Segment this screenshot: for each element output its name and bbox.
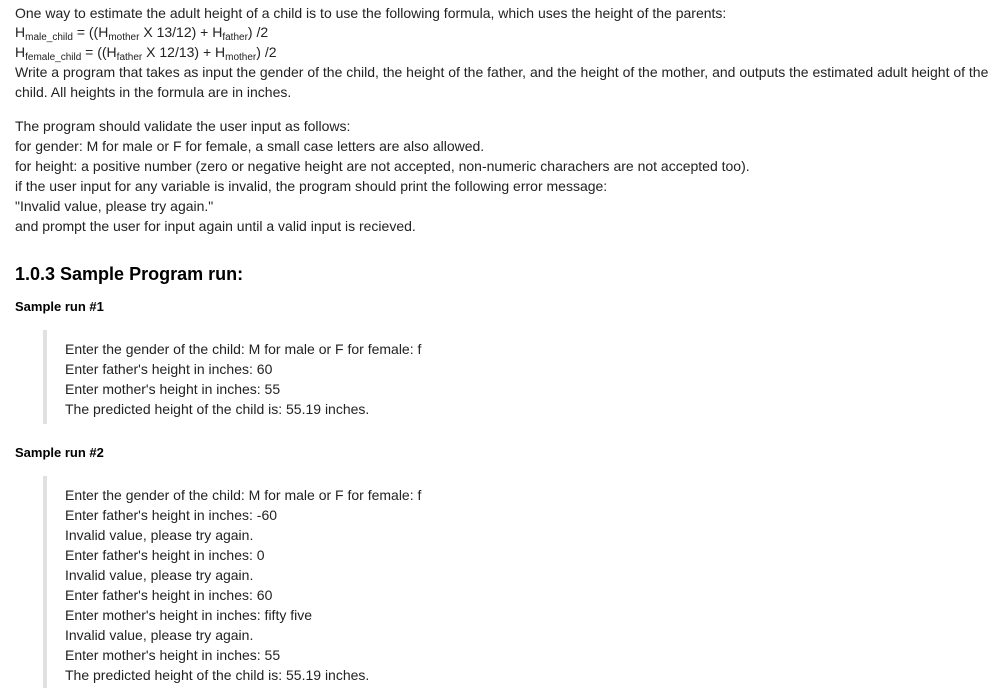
output-line: Enter mother's height in inches: 55 — [65, 647, 281, 663]
blockquote-bar — [43, 330, 47, 424]
blockquote-bar — [43, 476, 47, 688]
formula-female-text-3: ) /2 — [256, 44, 277, 60]
output-line: Enter mother's height in inches: fifty five — [65, 607, 313, 623]
formula-female-subscript-2: father — [116, 52, 143, 63]
output-line: Enter the gender of the child: M for male or F for female: f — [65, 487, 422, 503]
formula-female-text-2: X 12/13) + H — [142, 44, 226, 60]
intro-text: One way to estimate the adult height of a child is to use the following formula, which uses the height of the parents: — [15, 5, 727, 21]
paragraph-line: Write a program that takes as input the gender of the child, the height of the father, and the height of the mother, and outputs the estimated adult height of the — [15, 64, 989, 80]
paragraph-line: child. All heights in the formula are in inches. — [15, 84, 292, 100]
output-line: Enter the gender of the child: M for male or F for female: f — [65, 341, 422, 357]
formula-male-text-2: X 13/12) + H — [139, 24, 223, 40]
validation-line: for gender: M for male or F for female, a small case letters are also allowed. — [15, 138, 485, 154]
formula-female-subscript-1: female_child — [25, 52, 82, 63]
formula-male-text-3: ) /2 — [247, 24, 269, 40]
output-line: Enter father's height in inches: -60 — [65, 507, 278, 523]
formula-male-subscript-1: male_child — [25, 32, 73, 43]
formula-male-subscript-2: mother — [108, 32, 140, 43]
validation-line: and prompt the user for input again until a valid input is recieved. — [15, 218, 416, 234]
output-line: Enter mother's height in inches: 55 — [65, 381, 281, 397]
output-line: The predicted height of the child is: 55.19 inches. — [65, 401, 370, 417]
validation-line: "Invalid value, please try again." — [15, 198, 214, 214]
validation-line: if the user input for any variable is invalid, the program should print the following error message: — [15, 178, 608, 194]
formula-female-text-1: = ((H — [81, 44, 117, 60]
output-line: The predicted height of the child is: 55.19 inches. — [65, 667, 370, 683]
output-line: Invalid value, please try again. — [65, 567, 254, 583]
sample-run-2-title: Sample run #2 — [15, 445, 104, 460]
section-heading: 1.0.3 Sample Program run: — [15, 264, 244, 284]
validation-line: for height: a positive number (zero or negative height are not accepted, non-numeric charachers are not accepted too). — [15, 158, 750, 174]
formula-male-subscript-3: father — [222, 32, 248, 43]
formula-male-symbol: H — [15, 24, 26, 40]
formula-female-symbol: H — [15, 44, 26, 60]
formula-female-subscript-3: mother — [225, 52, 257, 63]
sample-run-1-title: Sample run #1 — [15, 299, 104, 314]
validation-line: The program should validate the user input as follows: — [15, 118, 351, 134]
output-line: Invalid value, please try again. — [65, 527, 254, 543]
formula-male-text-1: = ((H — [72, 24, 109, 40]
output-line: Invalid value, please try again. — [65, 627, 254, 643]
output-line: Enter father's height in inches: 0 — [65, 547, 265, 563]
output-line: Enter father's height in inches: 60 — [65, 361, 273, 377]
output-line: Enter father's height in inches: 60 — [65, 587, 273, 603]
